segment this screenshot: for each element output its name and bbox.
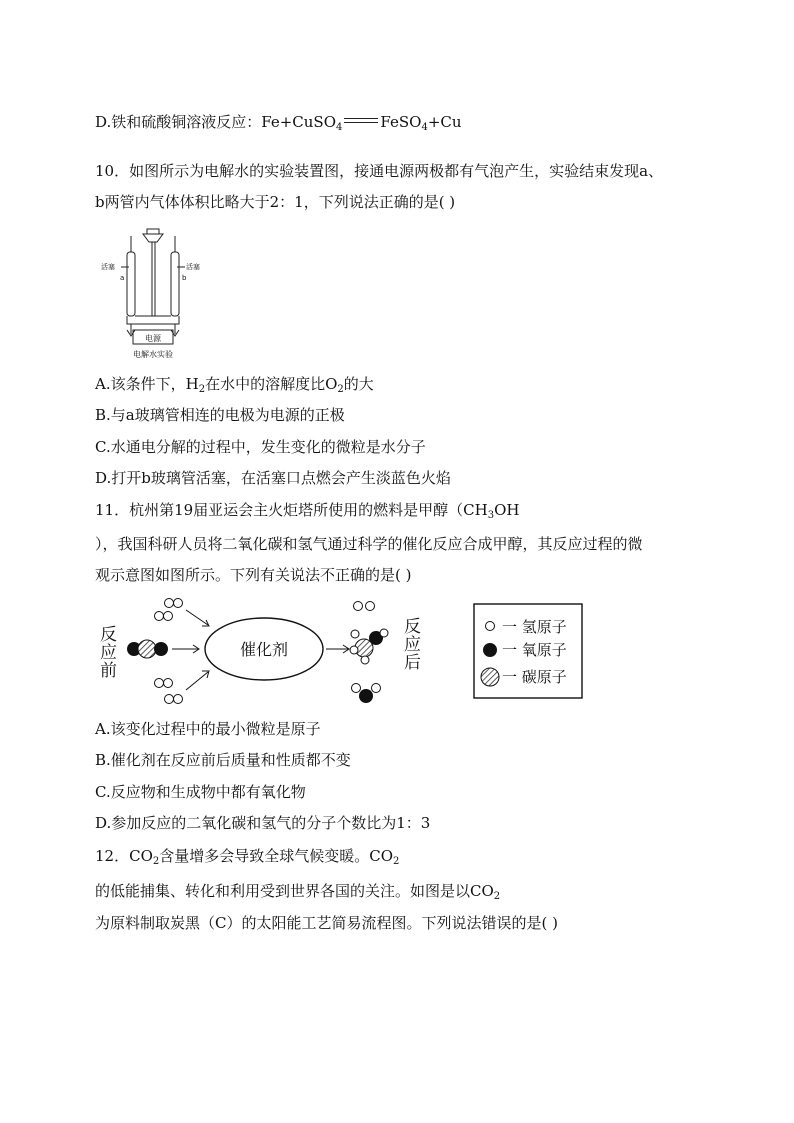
q12-line3: 为原料制取炭黑（C）的太阳能工艺简易流程图。下列说法错误的是( ) [95, 914, 558, 932]
q11-option-c: C.反应物和生成物中都有氧化物 [95, 783, 306, 801]
after-char-1: 反 [404, 617, 421, 637]
catalysis-reaction-figure [92, 590, 592, 712]
q10-opta-p1: A.该条件下，H [95, 375, 199, 393]
q10-opta-p2: 在水中的溶解度比O [205, 375, 338, 393]
q10-option-b: B.与a玻璃管相连的电极为电源的正极 [95, 406, 345, 424]
q9-optd-sub2: 4 [421, 122, 428, 133]
power-label: 电源 [145, 334, 161, 343]
q11-stem-line2: ），我国科研人员将二氧化碳和氢气通过科学的催化反应合成甲醇，其反应过程的微 [95, 535, 643, 553]
q9-optd-suffix: +Cu [427, 113, 462, 131]
legend-hydrogen: 一 氢原子 [502, 618, 567, 636]
q12-l1-p1: 12．CO [95, 847, 153, 865]
before-char-3: 前 [100, 661, 117, 681]
valve-left-label: 活塞 [101, 263, 115, 271]
tube-b-label: b [182, 274, 187, 282]
before-char-1: 反 [100, 625, 117, 645]
q11-option-a: A.该变化过程中的最小微粒是原子 [95, 720, 321, 738]
before-char-2: 应 [100, 643, 117, 663]
q10-option-d: D.打开b玻璃管活塞，在活塞口点燃会产生淡蓝色火焰 [95, 469, 451, 487]
equals-sign-icon [344, 118, 378, 124]
after-char-3: 后 [404, 653, 421, 673]
q10-opta-s1: 2 [198, 384, 206, 395]
q12-l2-s1: 2 [493, 891, 501, 902]
q10-opta-p3: 的大 [343, 375, 374, 393]
q10-stem-line1: 10．如图所示为电解水的实验装置图，接通电源两极都有气泡产生，实验结束发现a、 [95, 162, 664, 180]
q12-l2-p1: 的低能捕集、转化和利用受到世界各国的关注。如图是以CO [95, 882, 494, 900]
q12-l1-p2: 含量增多会导致全球气候变暖。CO [159, 847, 394, 865]
q10-stem-line2: b两管内气体体积比略大于2：1，下列说法正确的是( ) [95, 193, 456, 211]
q11-option-d: D.参加反应的二氧化碳和氢气的分子个数比为1：3 [95, 814, 431, 832]
q12-l1-s2: 2 [393, 856, 400, 867]
q9-optd-sub1: 4 [336, 122, 343, 133]
legend-carbon: 一 碳原子 [502, 668, 567, 686]
q10-option-a [95, 374, 374, 400]
q11-stem-line1 [95, 500, 520, 526]
q12-l1-s1: 2 [152, 856, 160, 867]
q11-stem1-suffix: OH [494, 501, 520, 519]
electrolysis-apparatus-figure [97, 226, 207, 362]
q9-option-d [95, 112, 462, 138]
catalyst-label: 催化剂 [239, 640, 289, 659]
q10-option-c: C.水通电分解的过程中，发生变化的微粒是水分子 [95, 438, 426, 456]
q12-line2 [95, 881, 500, 907]
q11-option-b: B.催化剂在反应前后质量和性质都不变 [95, 751, 351, 769]
valve-right-label: 活塞 [186, 263, 200, 271]
q12-line1 [95, 846, 399, 872]
figure-caption: 电解水实验 [133, 350, 173, 359]
q11-stem1-sub: 3 [487, 510, 495, 521]
q10-opta-s2: 2 [337, 384, 344, 395]
q11-stem1-prefix: 11．杭州第19届亚运会主火炬塔所使用的燃料是甲醇（CH [95, 501, 488, 519]
q11-stem-line3: 观示意图如图所示。下列有关说法不正确的是( ) [95, 566, 412, 584]
q9-optd-mid: FeSO [380, 113, 422, 131]
q9-optd-prefix: D.铁和硫酸铜溶液反应：Fe+CuSO [95, 113, 337, 131]
legend-oxygen: 一 氧原子 [502, 641, 567, 659]
tube-a-label: a [120, 274, 125, 282]
after-char-2: 应 [404, 635, 421, 655]
